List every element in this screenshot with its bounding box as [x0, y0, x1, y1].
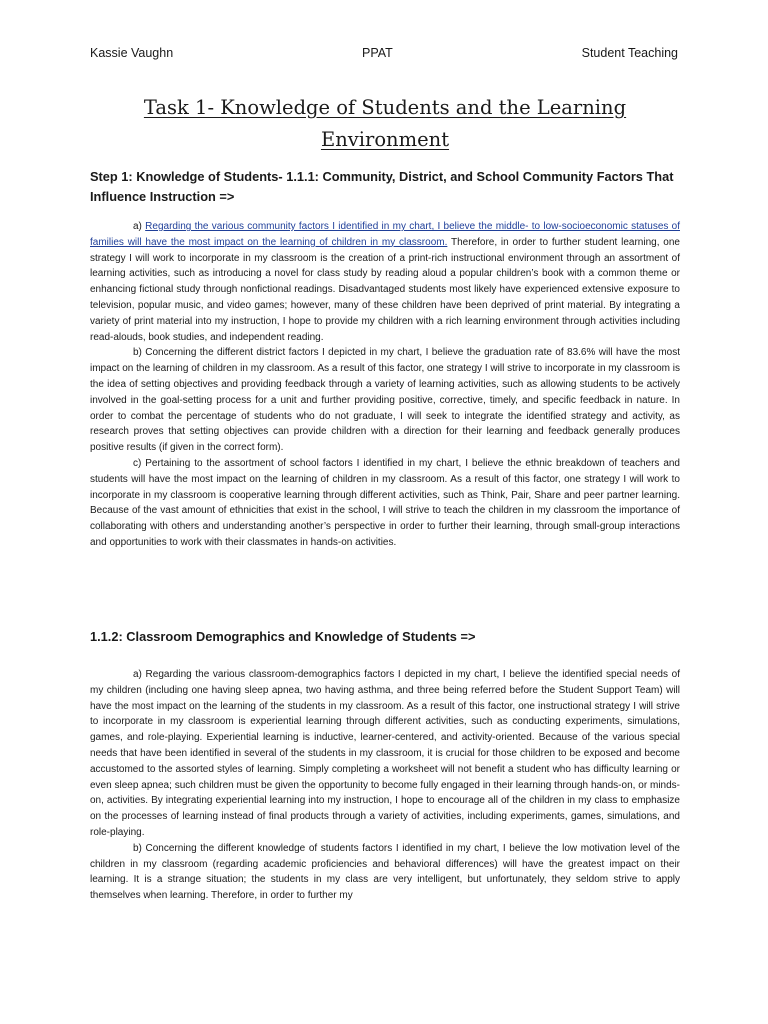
- section1-body: [90, 219, 680, 551]
- section1-para-a: [90, 219, 680, 345]
- para-a-rest: Therefore, in order to further student learning, one strategy I will work to incorporate in my classroom is the creation of a print-rich instructional environment through an assortment of learning activities, such as introducing a novel for class study by reading aloud a popular children’s book with a common theme or enhancing fictional study through nonfictional readings. Disadvantaged students most likely have experienced extensive exposure to television, popular music, and video games; however, many of these children have been deprived of print material. By integrating a variety of print material into my instruction, I hope to provide my children with a rich learning environment through activities including read-alouds, book studies, and independent reading.: [90, 236, 680, 343]
- section2-para-a: a) Regarding the various classroom-demographics factors I depicted in my chart, I believe the identified special needs of my children (including one having sleep apnea, two having asthma, and three being referred before the Student Support Team) will have the most impact on the learning of the students in my classroom. As a result of this factor, one instructional strategy I will strive to incorporate in my classroom is experiential learning through different activities, such as conducting experiments, simulations, games, and role-playing. Experiential learning is inductive, learner-centered, and activity-oriented. Because of the various special needs that have been identified in several of the students in my classroom, it is crucial for those children to be exposed and become accustomed to the assorted styles of learning. Simply completing a worksheet will not benefit a student who has difficulty learning or even sleep apnea; such children must be given the opportunity to become fully engaged in their learning through hands-on, or minds-on, activities. By integrating experiential learning into my instruction, I hope to encourage all of the children in my class to emphasize on the processes of learning instead of final products through a variety of activities, including experiments, games, simulations, and role-playing.: [90, 669, 680, 838]
- header-right: Student Teaching: [581, 46, 678, 60]
- section2-para-b: b) Concerning the different knowledge of students factors I identified in my chart, I believe the low motivation level of the children in my classroom (regarding academic proficiencies and behavioral differences) will have the greatest impact on their learning. It is a strange situation; the students in my class are very intelligent, but unfortunately, they seldom strive to apply themselves when learning. Therefore, in order to further my: [90, 842, 680, 902]
- section1-para-b: b) Concerning the different district factors I depicted in my chart, I believe the graduation rate of 83.6% will have the most impact on the learning of children in my classroom. As a result of this factor, one strategy I will strive to incorporate in my classroom is the idea of setting objectives and providing feedback through a variety of learning activities, such as allowing students to be actively involved in the goal-setting process for a unit and further providing positive, corrective, timely, and specific feedback in nature. In order to combat the percentage of students who do not graduate, I will seek to integrate the identified strategy and activity, as research proves that setting objectives can provide children with a direction for their learning and feedback generally produces positive results (if given in the correct form).: [90, 347, 680, 454]
- para-a-prefix: a): [133, 221, 146, 232]
- header-author: Kassie Vaughn: [90, 46, 174, 60]
- section1-heading: Step 1: Knowledge of Students- 1.1.1: Community, District, and School Community Factors That Influence Instruction =>: [90, 169, 674, 204]
- document-title: Task 1- Knowledge of Students and the Learning Environment: [143, 96, 627, 151]
- para-a-link[interactable]: Regarding the various community factors I identified in my chart, I believe the middle- to low-socioeconomic statuses of families will have the most impact on the learning of children in my classroom.: [90, 221, 680, 248]
- section2-body: [90, 667, 680, 904]
- section2-heading: 1.1.2: Classroom Demographics and Knowledge of Students =>: [90, 629, 476, 644]
- section1-para-c: c) Pertaining to the assortment of school factors I identified in my chart, I believe the ethnic breakdown of teachers and students will have the most impact on the learning of children in my classroom. As a result of this factor, one strategy I will work to incorporate in my classroom is cooperative learning through different activities, such as Think, Pair, Share and peer partner learning. Because of the vast amount of ethnicities that exist in the school, I will strive to teach the children in my classroom the importance of collaborating with others and understanding another’s perspective in order to further their learning, through small-group interactions and opportunities to work with their classmates in hands-on activities.: [90, 457, 680, 548]
- header-center: PPAT: [362, 46, 393, 60]
- page-header: [90, 46, 678, 60]
